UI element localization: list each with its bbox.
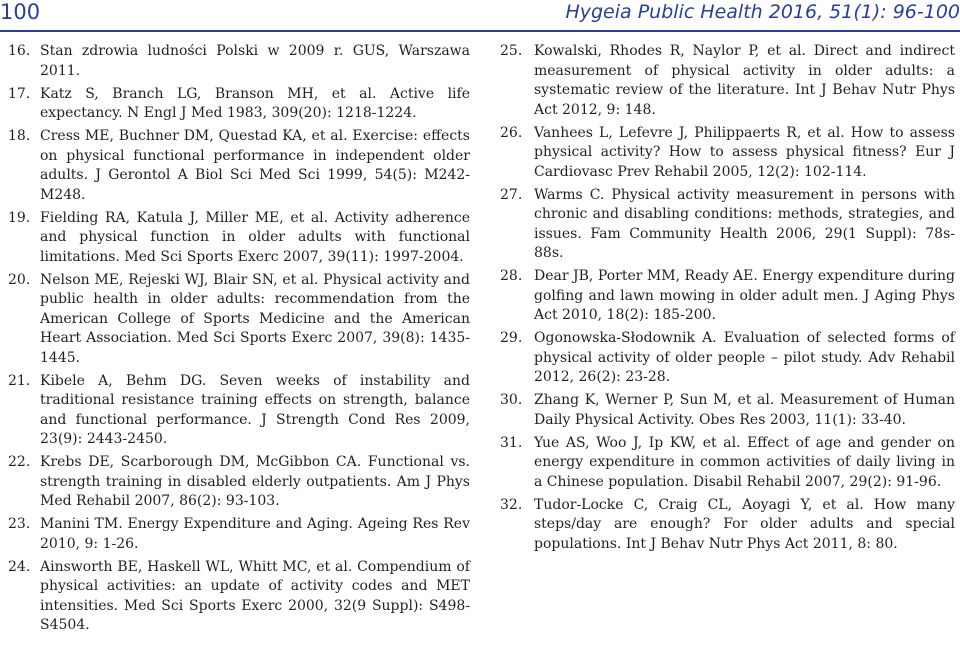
reference-number: 31. xyxy=(500,434,523,451)
reference-item xyxy=(8,127,470,205)
reference-item xyxy=(500,42,955,120)
reference-number: 20. xyxy=(8,271,31,288)
reference-text: Vanhees L, Lefevre J, Philippaerts R, et al. How to assess physical activity? How to assess physical fitness? Eur J Cardiovasc Prev Rehabil 2005, 12(2): 102-114. xyxy=(534,124,955,180)
reference-text: Krebs DE, Scarborough DM, McGibbon CA. Functional vs. strength training in disabled elderly outpatients. Am J Phys Med Rehabil 2007, 86(2): 93-103. xyxy=(40,454,470,509)
reference-text: Ainsworth BE, Haskell WL, Whitt MC, et al. Compendium of physical activities: an update of activity codes and MET intensities. Med Sci Sports Exerc 2000, 32(9 Suppl): S498-S4504. xyxy=(40,558,470,633)
reference-text: Dear JB, Porter MM, Ready AE. Energy expenditure during golfing and lawn mowing in older adult men. J Aging Phys Act 2010, 18(2): 185-200. xyxy=(534,268,955,323)
reference-number: 19. xyxy=(8,209,31,226)
references-right-column xyxy=(500,42,955,558)
page-number: 100 xyxy=(0,0,41,24)
reference-number: 18. xyxy=(8,128,31,144)
reference-number: 22. xyxy=(8,454,31,470)
reference-item xyxy=(8,209,470,268)
reference-text: Ogonowska-Słodownik A. Evaluation of selected forms of physical activity of older people – pilot study. Adv Rehabil 2012, 26(2): 23-28. xyxy=(534,330,955,385)
reference-text: Warms C. Physical activity measurement in persons with chronic and disabling conditions: methods, strategies, and issues. Fam Community Health 2006, 29(1 Suppl): 78s-88s. xyxy=(534,186,955,261)
reference-number: 24. xyxy=(8,558,31,575)
reference-number: 16. xyxy=(8,43,31,59)
reference-text: Kibele A, Behm DG. Seven weeks of instability and traditional resistance training effects on strength, balance and functional performance. J Strength Cond Res 2009, 23(9): 2443-2450. xyxy=(40,372,470,447)
references-left-column xyxy=(8,42,470,639)
reference-number: 26. xyxy=(500,124,523,141)
reference-number: 21. xyxy=(8,372,31,389)
page-header xyxy=(0,0,960,32)
journal-citation: Hygeia Public Health 2016, 51(1): 96-100 xyxy=(565,1,960,23)
reference-number: 30. xyxy=(500,392,523,408)
reference-text: Katz S, Branch LG, Branson MH, et al. Active life expectancy. N Engl J Med 1983, 309(20): 1218-1224. xyxy=(40,85,470,121)
reference-item xyxy=(500,434,955,493)
reference-text: Manini TM. Energy Expenditure and Aging. Ageing Res Rev 2010, 9: 1-26. xyxy=(40,516,470,552)
reference-number: 29. xyxy=(500,330,523,346)
reference-number: 28. xyxy=(500,268,523,284)
reference-item xyxy=(500,186,955,264)
reference-number: 32. xyxy=(500,496,523,513)
reference-text: Kowalski, Rhodes R, Naylor P, et al. Direct and indirect measurement of physical activity in older adults: a systematic review of the literature. Int J Behav Nutr Phys Act 2012, 9: 148. xyxy=(534,43,955,118)
reference-number: 25. xyxy=(500,43,523,59)
reference-number: 23. xyxy=(8,516,31,532)
reference-item xyxy=(500,391,955,430)
reference-item xyxy=(8,372,470,450)
reference-text: Yue AS, Woo J, Ip KW, et al. Effect of age and gender on energy expenditure in common activities of daily living in a Chinese population. Disabil Rehabil 2007, 29(2): 91-96. xyxy=(534,434,955,490)
reference-item xyxy=(8,42,470,81)
reference-number: 27. xyxy=(500,186,523,203)
reference-number: 17. xyxy=(8,85,31,102)
reference-text: Tudor-Locke C, Craig CL, Aoyagi Y, et al. How many steps/day are enough? For older adults and special populations. Int J Behav Nutr Phys Act 2011, 8: 80. xyxy=(534,496,955,552)
reference-item xyxy=(500,124,955,183)
reference-item xyxy=(8,453,470,512)
reference-item xyxy=(500,329,955,388)
reference-item xyxy=(8,515,470,554)
reference-item xyxy=(8,558,470,636)
reference-text: Stan zdrowia ludności Polski w 2009 r. GUS, Warszawa 2011. xyxy=(40,43,470,79)
reference-item xyxy=(8,85,470,124)
reference-text: Cress ME, Buchner DM, Questad KA, et al. Exercise: effects on physical functional performance in independent older adults. J Gerontol A Biol Sci Med Sci 1999, 54(5): M242-M248. xyxy=(40,128,470,203)
reference-item xyxy=(8,271,470,369)
reference-text: Zhang K, Werner P, Sun M, et al. Measurement of Human Daily Physical Activity. Obes Res 2003, 11(1): 33-40. xyxy=(534,392,955,428)
reference-text: Nelson ME, Rejeski WJ, Blair SN, et al. Physical activity and public health in older adults: recommendation from the American College of Sports Medicine and the American Heart Association. Med Sci Sports Exerc 2007, 39(8): 1435-1445. xyxy=(40,271,470,366)
reference-text: Fielding RA, Katula J, Miller ME, et al. Activity adherence and physical function in older adults with functional limitations. Med Sci Sports Exerc 2007, 39(11): 1997-2004. xyxy=(40,209,470,265)
reference-item xyxy=(500,267,955,326)
reference-item xyxy=(500,496,955,555)
